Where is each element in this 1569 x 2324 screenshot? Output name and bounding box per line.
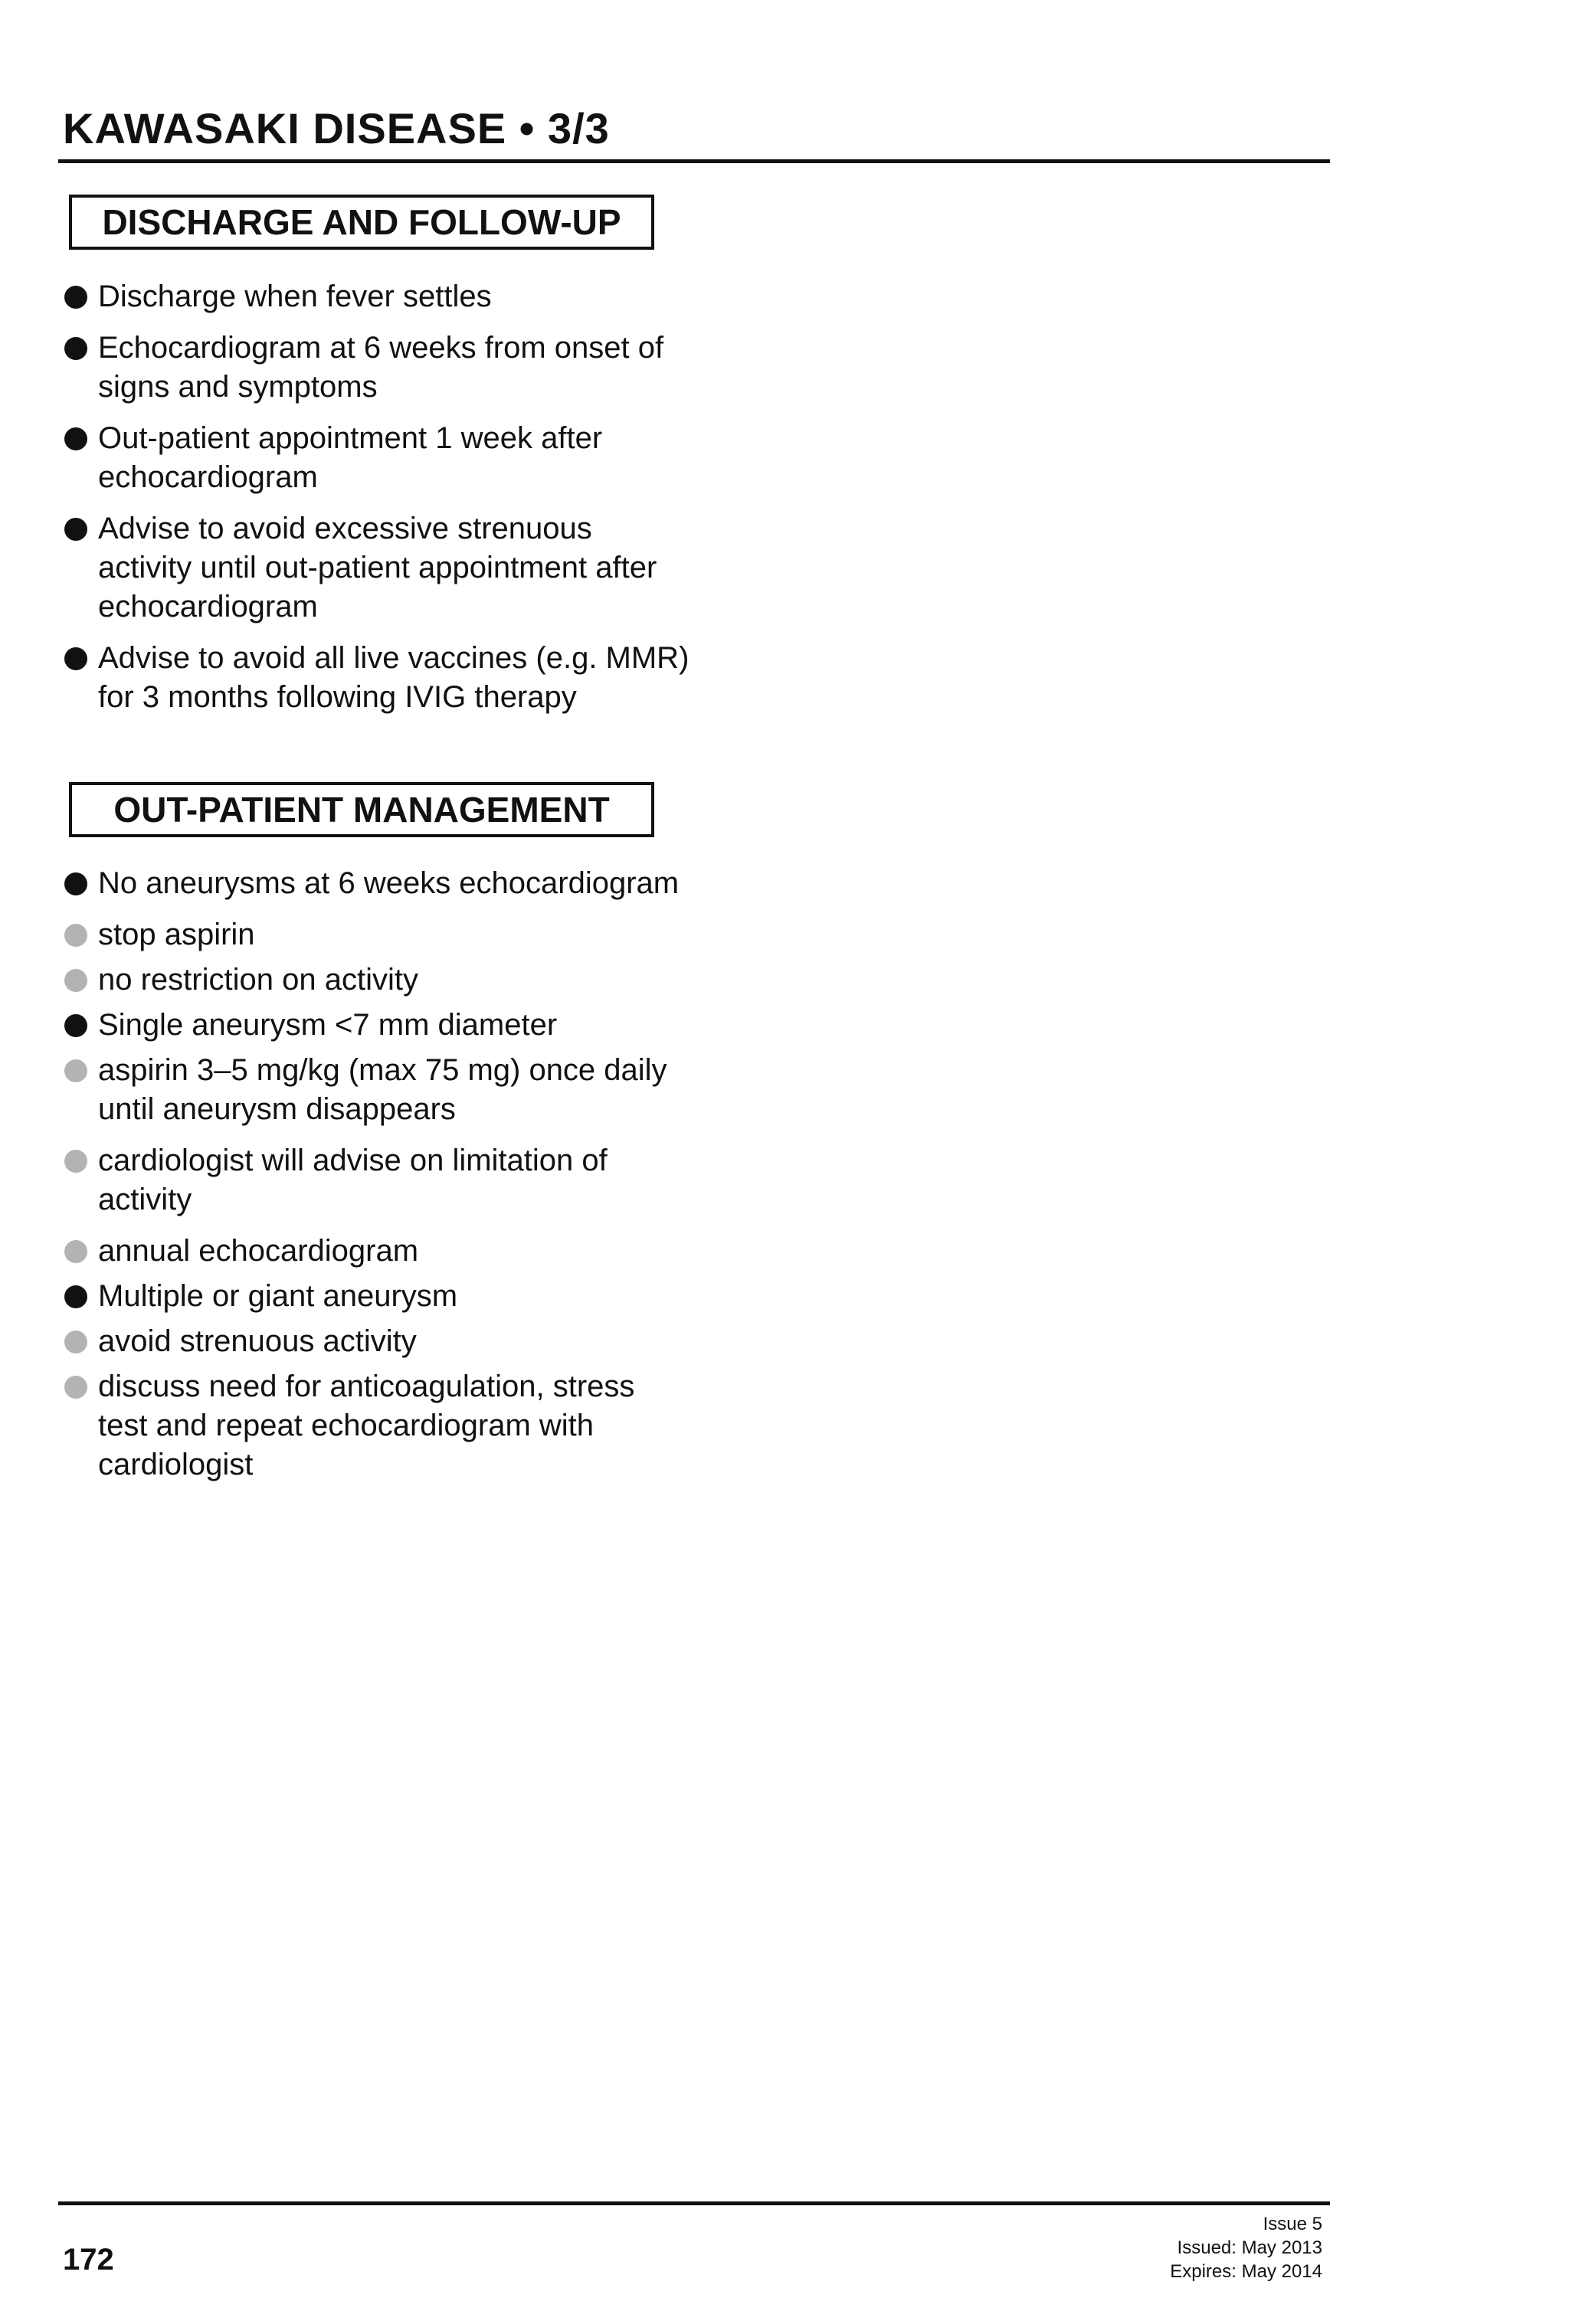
issue-info	[1170, 2212, 1322, 2283]
bullet-icon	[64, 286, 87, 309]
list-item-text: Single aneurysm <7 mm diameter	[98, 1008, 558, 1042]
list-item-text: Out-patient appointment 1 week after echocardiogram	[98, 421, 603, 494]
sub-bullet-icon	[64, 1331, 87, 1353]
list-item-text: Multiple or giant aneurysm	[98, 1279, 458, 1313]
list-item-text: Echocardiogram at 6 weeks from onset of signs and symptoms	[98, 331, 664, 404]
expiry-date: Expires: May 2014	[1170, 2261, 1322, 2282]
list-item	[63, 864, 691, 903]
list-item	[63, 961, 691, 1000]
bullet-icon	[64, 647, 87, 670]
list-item	[63, 1141, 691, 1219]
list-item	[63, 329, 691, 407]
title-divider	[58, 159, 1330, 163]
sub-bullet-icon	[64, 1059, 87, 1082]
list-item-text: aspirin 3–5 mg/kg (max 75 mg) once daily until aneurysm disappears	[98, 1053, 667, 1126]
list-item	[63, 1006, 691, 1045]
list-item-text: annual echocardiogram	[98, 1234, 419, 1268]
list-item	[63, 1232, 691, 1271]
sub-bullet-icon	[64, 969, 87, 992]
section-heading-discharge: DISCHARGE AND FOLLOW-UP	[69, 195, 654, 250]
page-title: KAWASAKI DISEASE • 3/3	[63, 104, 610, 152]
sub-bullet-icon	[64, 1150, 87, 1173]
list-item-text: Discharge when fever settles	[98, 280, 492, 313]
sub-bullet-icon	[64, 1376, 87, 1399]
bullet-icon	[64, 427, 87, 450]
list-item-text: Advise to avoid excessive strenuous activity until out-patient appointment after echocardiogram	[98, 512, 657, 624]
list-item	[63, 1277, 691, 1316]
list-item-text: avoid strenuous activity	[98, 1324, 417, 1358]
issued-date: Issued: May 2013	[1177, 2237, 1322, 2258]
list-item	[63, 1367, 691, 1484]
list-item	[63, 1322, 691, 1361]
list-item-text: discuss need for anticoagulation, stress test and repeat echocardiogram with cardiologist	[98, 1370, 635, 1481]
bullet-icon	[64, 1014, 87, 1037]
list-item	[63, 1051, 691, 1129]
list-item	[63, 639, 691, 717]
outpatient-list	[63, 864, 691, 1484]
sub-bullet-icon	[64, 1240, 87, 1263]
list-item	[63, 419, 691, 497]
discharge-list	[63, 277, 691, 717]
issue-number: Issue 5	[1263, 2214, 1322, 2234]
list-item-text: Advise to avoid all live vaccines (e.g. MMR) for 3 months following IVIG therapy	[98, 641, 690, 714]
bullet-icon	[64, 1285, 87, 1308]
sub-bullet-icon	[64, 924, 87, 947]
footer-divider	[58, 2201, 1330, 2205]
list-item-text: cardiologist will advise on limitation of activity	[98, 1144, 608, 1216]
list-item-text: stop aspirin	[98, 918, 255, 951]
bullet-icon	[64, 518, 87, 541]
list-item	[63, 915, 691, 954]
bullet-icon	[64, 872, 87, 895]
list-item	[63, 277, 691, 316]
list-item-text: No aneurysms at 6 weeks echocardiogram	[98, 866, 680, 900]
section-heading-outpatient: OUT-PATIENT MANAGEMENT	[69, 782, 654, 837]
bullet-icon	[64, 337, 87, 360]
page-number: 172	[63, 2243, 114, 2277]
list-item	[63, 509, 691, 627]
list-item-text: no restriction on activity	[98, 963, 418, 997]
